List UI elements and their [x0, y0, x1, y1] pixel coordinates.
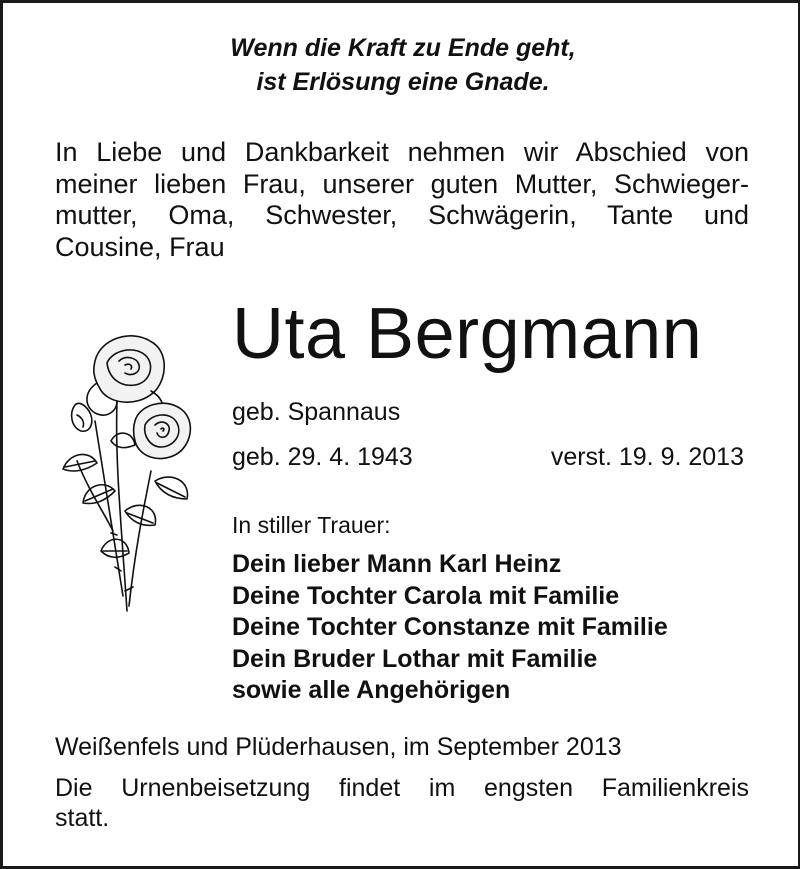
deceased-name: Uta Bergmann [232, 294, 703, 374]
rose-icon [55, 321, 200, 621]
intro-text [55, 137, 749, 263]
mourner-item: Dein Bruder Lothar mit Familie [232, 644, 598, 673]
burial-line-2: statt. [55, 804, 110, 832]
motto [3, 31, 800, 99]
burial-note [55, 773, 749, 833]
place-date: Weißenfels und Plüderhausen, im September 2013 [55, 733, 622, 761]
motto-line-2: ist Erlösung eine Gnade. [256, 68, 550, 96]
death-date: verst. 19. 9. 2013 [550, 443, 744, 471]
mourner-item: Dein lieber Mann Karl Heinz [232, 550, 562, 578]
birth-name: geb. Spannaus [232, 398, 401, 426]
mourner-item: sowie alle Angehörigen [232, 676, 511, 704]
mourner-item: Deine Tochter Carola mit Familie [232, 581, 620, 610]
intro-line-2: meiner lieben Frau, unserer guten Mutter, Schwieger- [55, 168, 749, 199]
mourners-list [232, 549, 668, 707]
birth-date: geb. 29. 4. 1943 [232, 443, 413, 471]
mourner-item: Deine Tochter Constanze mit Familie [232, 613, 668, 641]
burial-line-1: Die Urnenbeisetzung findet im engsten Familienkreis [55, 774, 749, 802]
mourning-label: In stiller Trauer: [232, 512, 391, 538]
motto-line-1: Wenn die Kraft zu Ende geht, [230, 34, 576, 62]
intro-line-1: In Liebe und Dankbarkeit nehmen wir Abschied von [55, 137, 749, 167]
intro-line-3: mutter, Oma, Schwester, Schwägerin, Tante und [55, 200, 749, 230]
life-dates [232, 442, 744, 472]
intro-line-4: Cousine, Frau [55, 231, 225, 262]
